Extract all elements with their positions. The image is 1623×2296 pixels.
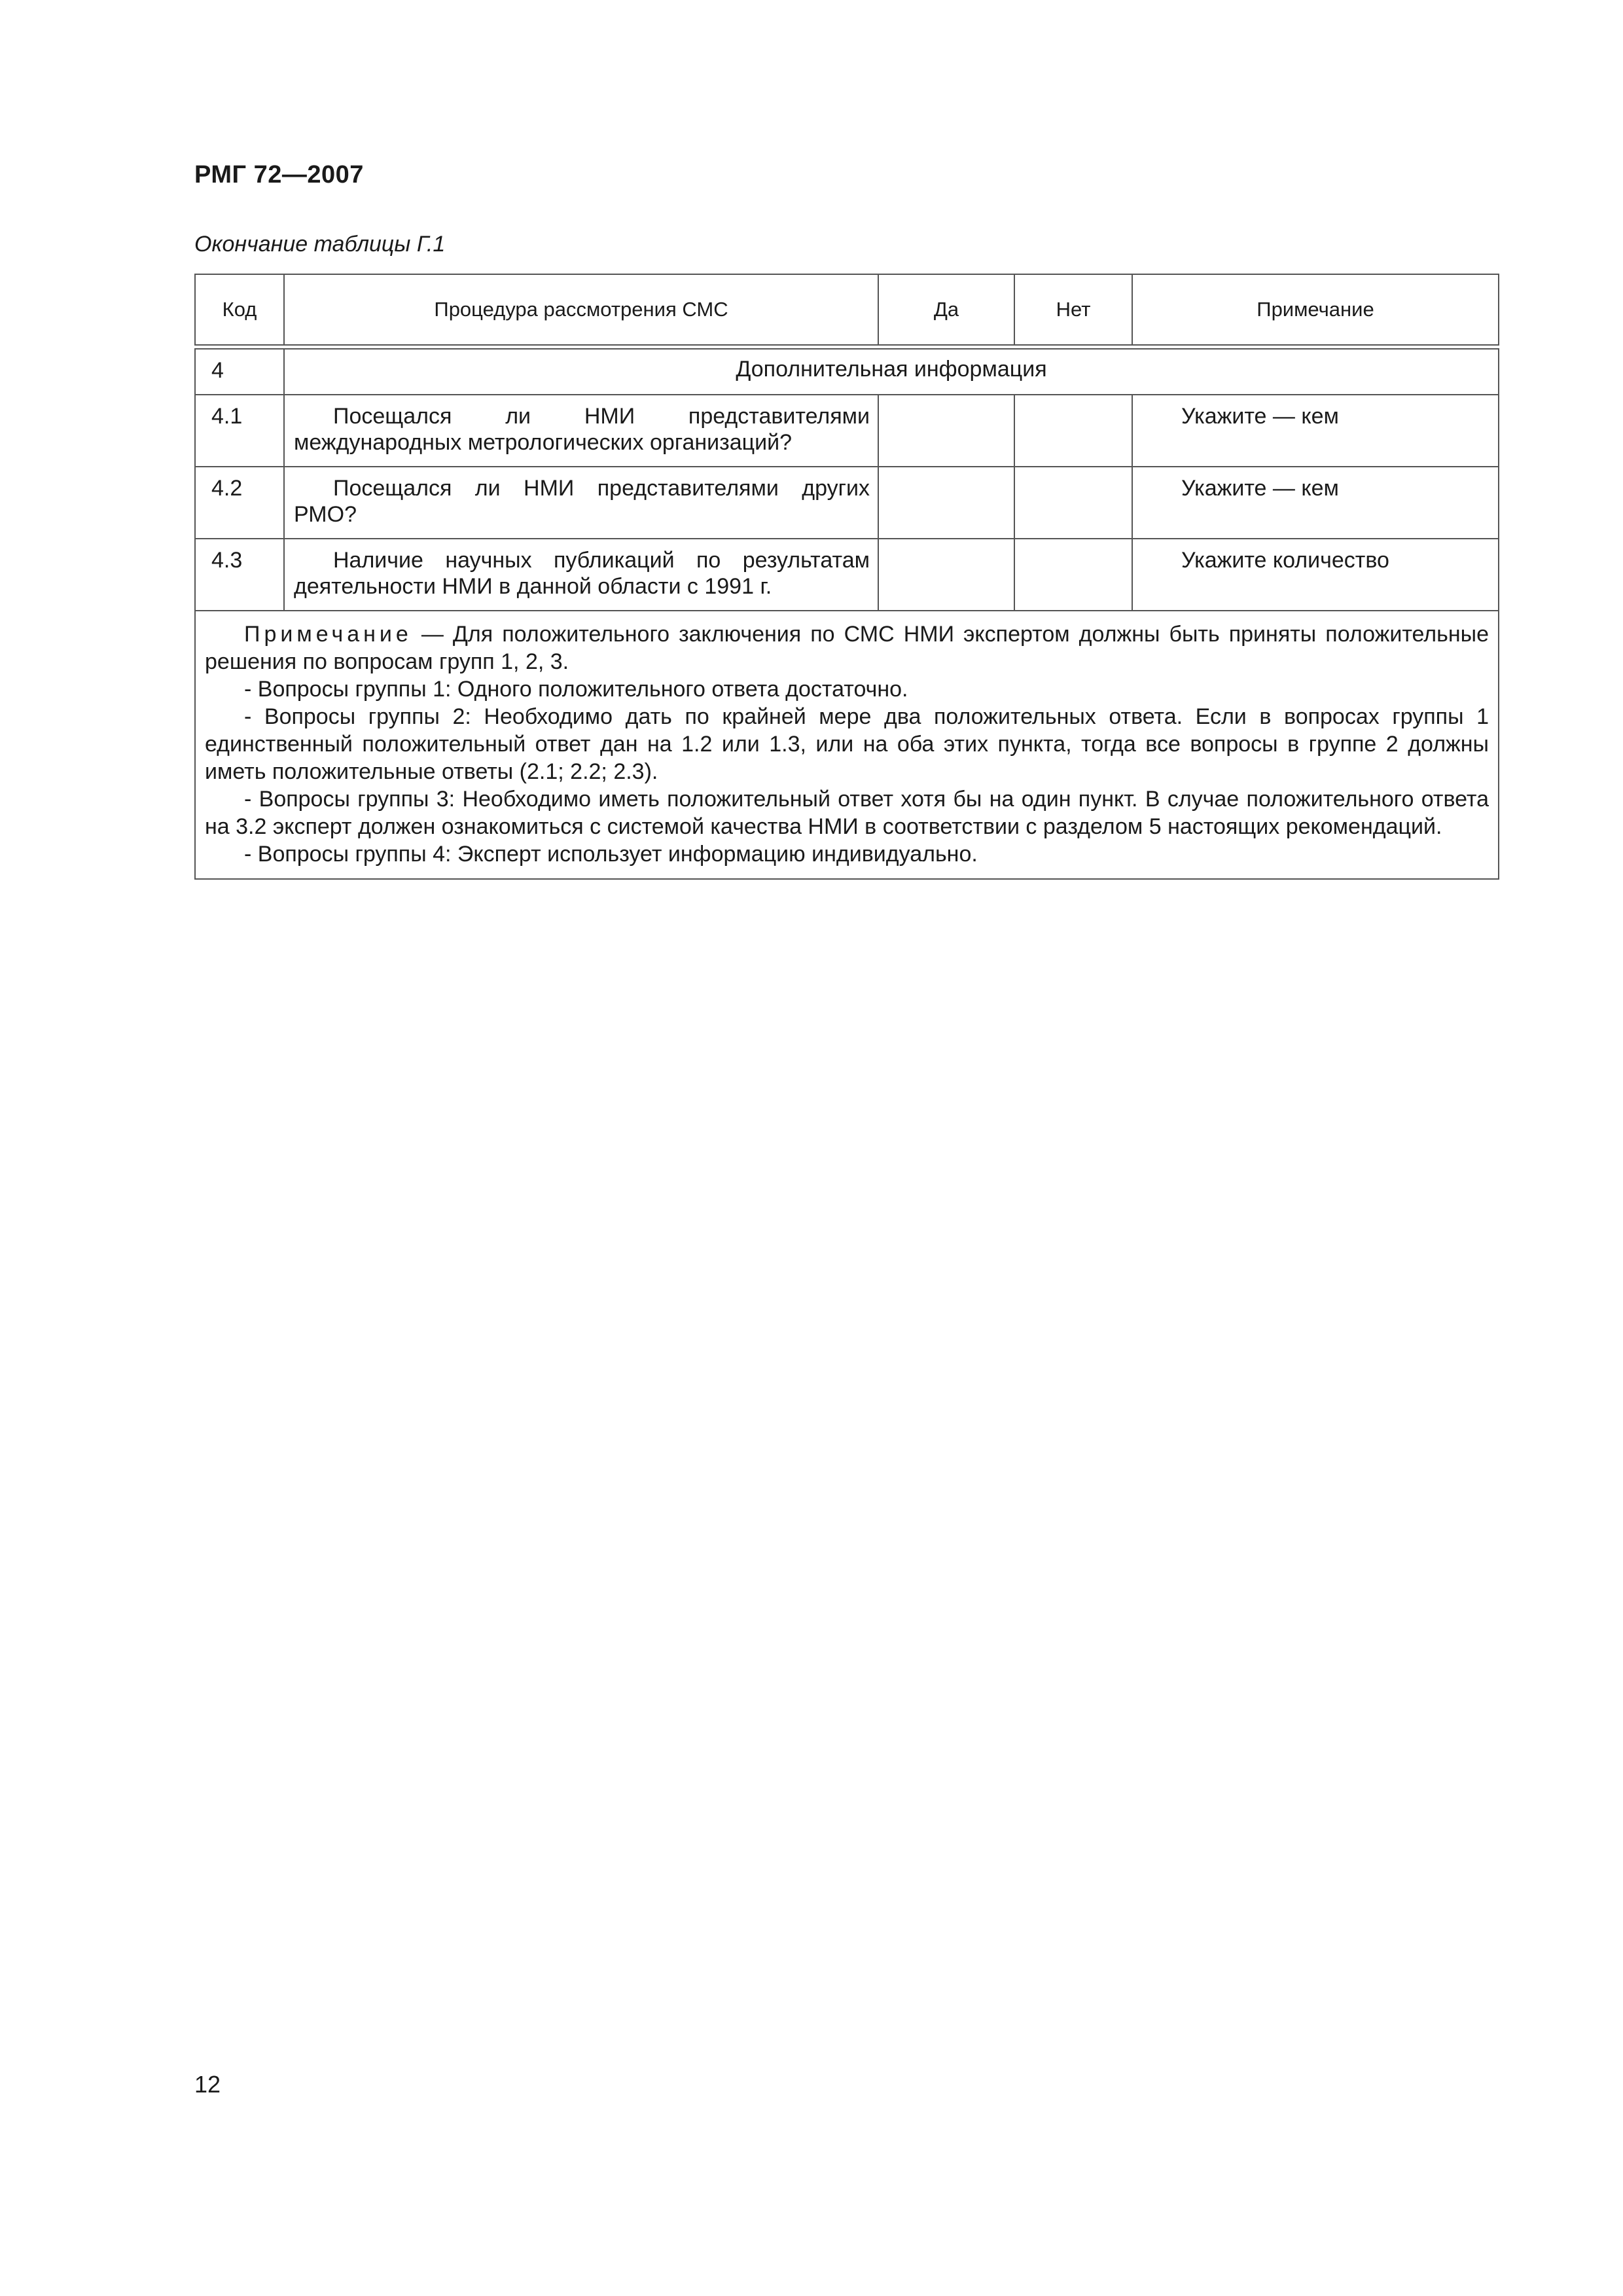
- row-no-cell: [1014, 395, 1132, 467]
- row-procedure: Посещался ли НМИ представителями других РМО?: [284, 467, 878, 539]
- row-yes-cell: [878, 539, 1014, 611]
- table-row: [195, 467, 1499, 539]
- column-header-yes: Да: [878, 274, 1014, 345]
- column-header-no: Нет: [1014, 274, 1132, 345]
- table-caption: Окончание таблицы Г.1: [194, 232, 446, 257]
- document-code: РМГ 72—2007: [194, 161, 364, 188]
- remark-label: Примечание: [244, 622, 412, 647]
- section-code: 4: [195, 349, 284, 395]
- remark-item: - Вопросы группы 1: Одного положительного ответа достаточно.: [244, 677, 908, 702]
- table-remark: [195, 611, 1499, 879]
- row-yes-cell: [878, 467, 1014, 539]
- table-row: [195, 395, 1499, 467]
- row-note: Укажите — кем: [1132, 467, 1499, 539]
- column-header-code: Код: [195, 274, 284, 345]
- row-code: 4.1: [195, 395, 284, 467]
- remark-item: - Вопросы группы 4: Эксперт использует информацию индивидуально.: [244, 842, 978, 867]
- row-no-cell: [1014, 467, 1132, 539]
- column-header-procedure: Процедура рассмотрения СМС: [284, 274, 878, 345]
- table-row: [195, 539, 1499, 611]
- row-procedure: Посещался ли НМИ представителями международных метрологических организаций?: [284, 395, 878, 467]
- section-row: [195, 349, 1499, 395]
- remark-item: - Вопросы группы 3: Необходимо иметь положительный ответ хотя бы на один пункт. В случае положительного ответа на 3.2 эксперт должен ознакомиться с системой качества НМИ в соответствии с разделом 5 настоящих рекомендаций.: [205, 787, 1489, 839]
- table-header-row: [195, 274, 1499, 345]
- row-code: 4.3: [195, 539, 284, 611]
- row-yes-cell: [878, 395, 1014, 467]
- row-note: Укажите — кем: [1132, 395, 1499, 467]
- row-code: 4.2: [195, 467, 284, 539]
- remark-intro: [205, 620, 1489, 675]
- remark-row: [195, 611, 1499, 879]
- column-header-note: Примечание: [1132, 274, 1499, 345]
- remark-intro-text: — Для положительного заключения по СМС НМИ экспертом должны быть приняты положительные решения по вопросам групп 1, 2, 3.: [205, 622, 1489, 674]
- row-procedure: Наличие научных публикаций по результатам деятельности НМИ в данной области с 1991 г.: [284, 539, 878, 611]
- page-number: 12: [194, 2071, 221, 2098]
- remark-item: - Вопросы группы 2: Необходимо дать по крайней мере два положительных ответа. Если в вопросах группы 1 единственный положительный ответ дан на 1.2 или 1.3, или на оба этих пункта, тогда все вопросы в группе 2 должны иметь положительные ответы (2.1; 2.2; 2.3).: [205, 704, 1489, 784]
- row-no-cell: [1014, 539, 1132, 611]
- section-title: Дополнительная информация: [284, 349, 1499, 395]
- row-note: Укажите количество: [1132, 539, 1499, 611]
- procedure-table: [194, 274, 1499, 880]
